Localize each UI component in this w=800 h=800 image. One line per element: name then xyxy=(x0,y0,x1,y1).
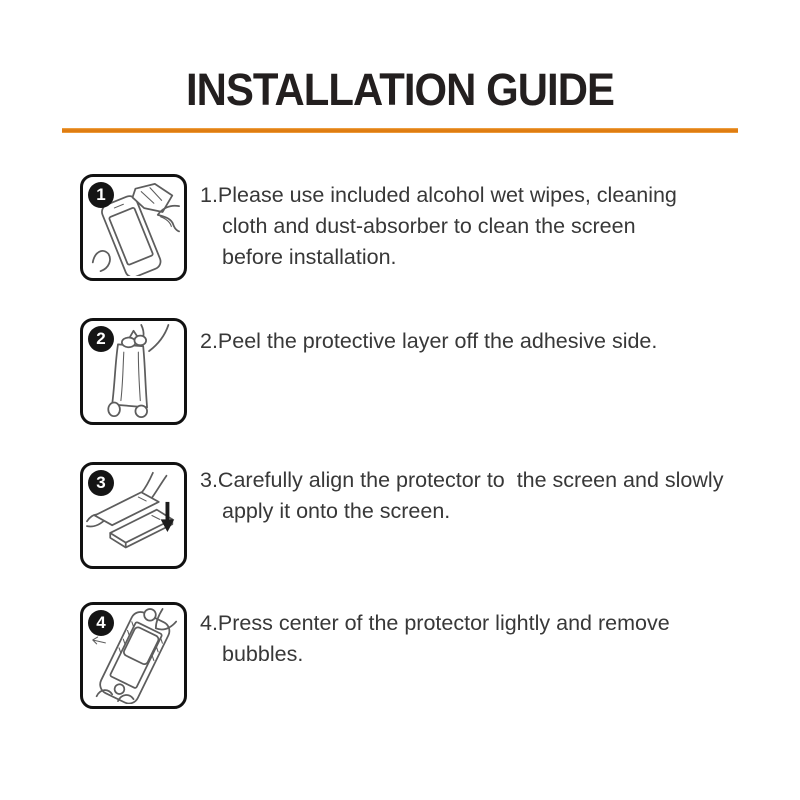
step-2-text xyxy=(200,326,657,357)
step-1-line-3: before installation. xyxy=(222,245,397,269)
step-4-text xyxy=(200,608,670,670)
step-3-figure xyxy=(80,462,187,569)
step-3-text xyxy=(200,465,723,527)
step-3-number-badge: 3 xyxy=(88,470,114,496)
accent-divider xyxy=(62,128,738,133)
page-title: INSTALLATION GUIDE xyxy=(185,64,615,115)
step-4-line-1: 4.Press center of the protector lightly and remove xyxy=(200,611,670,635)
step-2-line-1: 2.Peel the protective layer off the adhesive side. xyxy=(200,329,658,353)
step-1-line-2: cloth and dust-absorber to clean the screen xyxy=(222,214,636,238)
step-4-number-badge: 4 xyxy=(88,610,114,636)
step-2-number-badge: 2 xyxy=(88,326,114,352)
step-3-line-1: 3.Carefully align the protector to the screen and slowly xyxy=(200,468,724,492)
step-3-row xyxy=(80,462,760,569)
step-4-line-2: bubbles. xyxy=(222,642,304,666)
step-2-figure xyxy=(80,318,187,425)
step-3-line-2: apply it onto the screen. xyxy=(222,499,451,523)
step-4-row xyxy=(80,602,760,709)
step-1-figure xyxy=(80,174,187,281)
step-1-row xyxy=(80,174,760,281)
step-1-line-1: 1.Please use included alcohol wet wipes, cleaning xyxy=(200,183,677,207)
step-1-text xyxy=(200,180,677,273)
step-4-figure xyxy=(80,602,187,709)
step-1-number-badge: 1 xyxy=(88,182,114,208)
step-2-row xyxy=(80,318,760,425)
